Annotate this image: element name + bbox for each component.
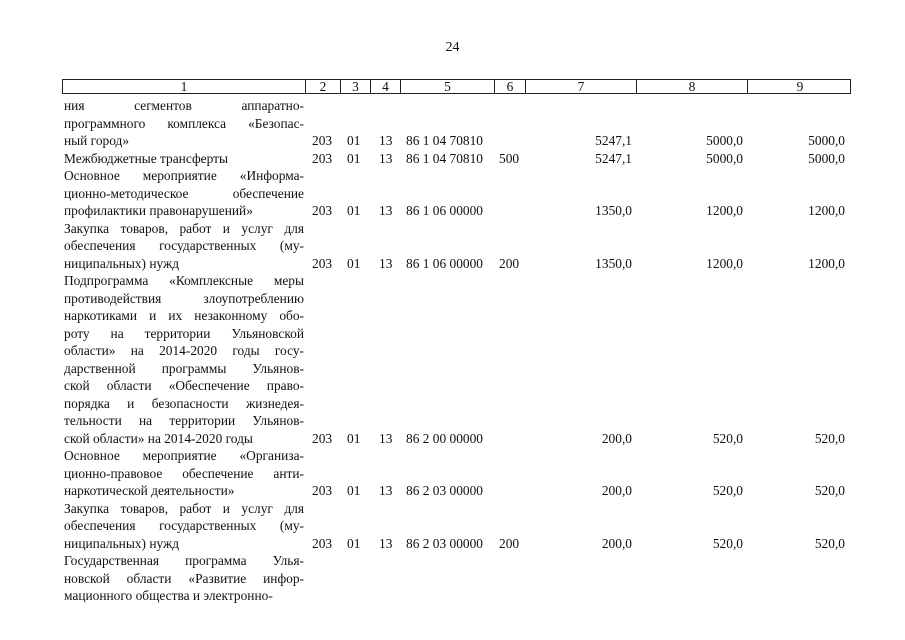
cell-col-8: 5000,0 [706,133,743,148]
header-col-1: 1 [63,80,306,93]
header-col-7: 7 [526,80,637,93]
description-line: противодействия злоупотреблению [64,290,304,306]
cell-col-4: 13 [379,133,393,148]
description-line: обеспечения государственных (му- [64,238,304,253]
row-description [64,150,304,168]
cell-col-4: 13 [379,255,393,271]
description-line: ской области «Обеспечение право- [64,378,304,393]
cell-col-9: 5000,0 [808,133,845,148]
description-line: новской области «Развитие инфор- [64,570,304,586]
row-description [64,220,304,273]
cell-col-3: 01 [347,133,361,148]
description-line: обеспечения государственных (му- [64,518,304,533]
cell-col-5: 86 2 03 00000 [406,535,483,551]
description-line: Основное мероприятие «Организа- [64,448,304,463]
cell-col-4: 13 [379,535,393,551]
cell-col-7 [552,587,632,605]
description-line: профилактики правонарушений» [64,203,253,218]
row-description [64,97,304,150]
table-header [62,79,851,94]
cell-col-7: 200,0 [601,535,632,551]
cell-col-5: 86 2 03 00000 [406,483,483,498]
cell-col-7: 1350,0 [595,203,632,218]
row-description [64,447,304,500]
cell-col-4: 13 [379,430,393,446]
cell-col-8: 5000,0 [706,150,743,166]
cell-col-3: 01 [347,255,361,271]
cell-col-8: 520,0 [712,430,743,446]
cell-col-8: 520,0 [712,483,743,498]
cell-col-9: 520,0 [814,535,845,551]
cell-col-9: 1200,0 [808,203,845,218]
cell-col-3: 01 [347,483,361,498]
cell-col-9: 5000,0 [808,150,845,166]
description-line: роту на территории Ульяновской [64,325,304,341]
cell-col-4: 13 [379,150,393,166]
description-line: Государственная программа Улья- [64,553,304,568]
cell-col-2: 203 [312,150,333,166]
description-line: ный город» [64,133,130,148]
cell-col-2: 203 [312,430,333,446]
row-description [64,167,304,220]
cell-col-9: 520,0 [814,430,845,446]
cell-col-2: 203 [312,203,333,218]
cell-col-5: 86 1 06 00000 [406,255,483,271]
cell-col-2: 203 [312,535,333,551]
description-line: ской области» на 2014-2020 годы [64,430,253,446]
description-line: Закупка товаров, работ и услуг для [64,220,304,236]
cell-col-6: 200 [499,535,520,551]
cell-col-5: 86 1 06 00000 [406,203,483,218]
cell-col-9: 1200,0 [808,255,845,271]
cell-col-8: 520,0 [712,535,743,551]
description-line: Закупка товаров, работ и услуг для [64,500,304,516]
cell-col-4: 13 [379,203,393,218]
row-description [64,272,304,447]
description-line: Подпрограмма «Комплексные меры [64,273,304,288]
row-description [64,552,304,605]
cell-col-2: 203 [312,255,333,271]
description-line: порядка и безопасности жизнедея- [64,395,304,411]
cell-col-8: 1200,0 [706,203,743,218]
cell-col-6: 200 [499,255,520,271]
description-line: ниципальных) нужд [64,535,180,551]
cell-col-3: 01 [347,430,361,446]
description-line: области» на 2014-2020 годы госу- [64,343,304,358]
cell-col-4: 13 [379,483,393,498]
cell-col-9: 520,0 [814,483,845,498]
cell-col-3: 01 [347,203,361,218]
description-line: дарственной программы Ульянов- [64,360,304,376]
cell-col-7: 1350,0 [595,255,632,271]
header-col-4: 4 [371,80,401,93]
description-line: ниципальных) нужд [64,255,180,271]
header-col-3: 3 [341,80,371,93]
cell-col-7: 200,0 [601,430,632,446]
description-line: тельности на территории Ульянов- [64,413,304,428]
description-line: наркотической деятельности» [64,483,235,498]
cell-col-5: 86 2 00 00000 [406,430,483,446]
description-line: ционно-методическое обеспечение [64,185,304,201]
cell-col-8 [663,587,743,605]
cell-col-2: 203 [312,483,333,498]
header-col-6: 6 [495,80,526,93]
cell-col-2: 203 [312,133,333,148]
description-line: ционно-правовое обеспечение анти- [64,465,304,481]
header-col-5: 5 [401,80,495,93]
header-col-8: 8 [637,80,748,93]
description-line: наркотиками и их незаконному обо- [64,308,304,323]
cell-col-7: 5247,1 [595,150,632,166]
description-line: Межбюджетные трансферты [64,150,228,166]
description-line: программного комплекса «Безопас- [64,115,304,131]
header-col-2: 2 [306,80,341,93]
row-description [64,500,304,553]
cell-col-7: 5247,1 [595,133,632,148]
page-number: 24 [445,40,460,55]
cell-col-3: 01 [347,150,361,166]
description-line: ния сегментов аппаратно- [64,98,304,113]
cell-col-5: 86 1 04 70810 [406,150,483,166]
cell-col-6: 500 [499,150,520,166]
cell-col-8: 1200,0 [706,255,743,271]
description-line: мационного общества и электронно- [64,588,273,603]
cell-col-9 [763,587,845,605]
cell-col-7: 200,0 [601,483,632,498]
description-line: Основное мероприятие «Информа- [64,168,304,183]
header-col-9: 9 [796,79,804,94]
cell-col-3: 01 [347,535,361,551]
cell-col-5: 86 1 04 70810 [406,133,483,148]
